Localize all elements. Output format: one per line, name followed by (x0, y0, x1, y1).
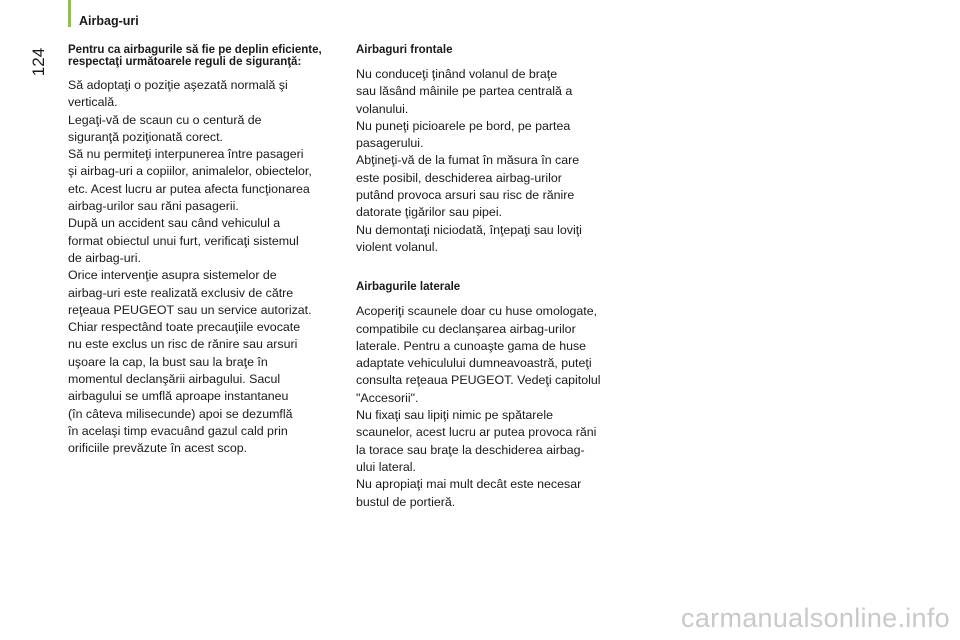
safety-rules-line: (în câteva milisecunde) apoi se dezumflă (68, 406, 293, 421)
safety-rules-line: siguranţă poziţionată corect. (68, 129, 223, 144)
safety-rules-line: etc. Acest lucru ar putea afecta funcţionarea (68, 181, 310, 196)
section-title: Airbag-uri (79, 14, 139, 28)
side-airbags-body (356, 303, 634, 511)
side-airbags-line: Nu fixaţi sau lipiţi nimic pe spătarele (356, 408, 553, 423)
frontal-airbags-line: Abţineţi-vă de la fumat în măsura în care (356, 153, 580, 168)
side-airbags-line: Nu apropiaţi mai mult decât este necesar (356, 477, 582, 492)
side-airbags-line: consulta reţeaua PEUGEOT. Vedeţi capitolul (356, 373, 601, 388)
left-column (68, 42, 346, 458)
frontal-airbags-line: Nu conduceţi ţinând volanul de braţe (356, 67, 558, 81)
safety-rules-line: reţeaua PEUGEOT sau un service autorizat. (68, 302, 312, 317)
safety-rules-line: de airbag-uri. (68, 250, 142, 265)
right-column (356, 42, 634, 511)
frontal-airbags-line: violent volanul. (356, 239, 438, 254)
frontal-airbags-line: Nu puneţi picioarele pe bord, pe partea (356, 118, 571, 133)
safety-rules-line: verticală. (68, 95, 118, 110)
safety-rules-line: Orice intervenţie asupra sistemelor de (68, 268, 277, 283)
frontal-airbags-line: pasagerului. (356, 136, 424, 151)
safety-rules-line: Chiar respectând toate precauţiile evocate (68, 320, 301, 335)
side-airbags-line: "Accesorii". (356, 390, 419, 405)
section-accent-bar (68, 0, 71, 27)
side-airbags-line: bustul de portieră. (356, 494, 456, 509)
safety-rules-line: Legaţi-vă de scaun cu o centură de (68, 112, 262, 127)
side-airbags-line: la torace sau braţe la deschiderea airbag- (356, 442, 585, 457)
side-airbags-line: compatibile cu declanşarea airbag-urilor (356, 321, 576, 336)
safety-rules-line: uşoare la cap, la bust sau la braţe în (68, 354, 268, 369)
watermark: carmanualsonline.info (681, 603, 950, 633)
frontal-airbags-body (356, 66, 634, 256)
safety-rules-body (68, 77, 346, 458)
safety-rules-line: nu este exclus un risc de rănire sau arsuri (68, 337, 298, 352)
side-airbags-line: scaunelor, acest lucru ar putea provoca răni (356, 425, 597, 440)
frontal-airbags-line: Nu demontaţi niciodată, înţepaţi sau loviţi (356, 222, 582, 237)
frontal-airbags-line: este posibil, deschiderea airbag-urilor (356, 170, 562, 185)
safety-rules-line: airbagului se umflă aproape instantaneu (68, 389, 289, 404)
side-airbags-line: Acoperiţi scaunele doar cu huse omologate, (356, 304, 598, 319)
page-number-text: 124 (29, 47, 48, 77)
frontal-airbags-heading: Airbaguri frontale (356, 44, 453, 56)
side-airbags-line: laterale. Pentru a cunoaşte gama de huse (356, 338, 587, 353)
safety-rules-line: După un accident sau când vehiculul a (68, 216, 281, 231)
side-airbags-line: ului lateral. (356, 459, 416, 474)
frontal-airbags-line: putând provoca arsuri sau risc de rănire (356, 188, 575, 203)
safety-rules-line: şi airbag-uri a copiilor, animalelor, obiectelor, (68, 164, 312, 179)
safety-rules-line: în acelaşi timp evacuând gazul cald prin (68, 423, 288, 438)
safety-rules-line: airbag-urilor sau răni pasagerii. (68, 199, 239, 214)
safety-rules-line: orificiile prevăzute în acest scop. (68, 441, 248, 456)
frontal-airbags-line: volanului. (356, 101, 409, 116)
side-airbags-line: adaptate vehiculului dumneavoastră, puteţi (356, 356, 592, 371)
safety-rules-line: format obiectul unui furt, verificaţi sistemul (68, 233, 299, 248)
safety-rules-intro: Pentru ca airbagurile să fie pe deplin eficiente, respectaţi următoarele reguli de siguranţă: (68, 44, 322, 68)
safety-rules-line: momentul declanşării airbagului. Sacul (68, 372, 281, 387)
frontal-airbags-line: datorate ţigărilor sau pipei. (356, 205, 503, 220)
side-airbags-heading: Airbagurile laterale (356, 281, 461, 294)
safety-rules-line: Să nu permiteţi interpunerea între pasageri (68, 147, 304, 162)
frontal-airbags-line: sau lăsând mâinile pe partea centrală a (356, 84, 573, 99)
page-number (24, 42, 54, 82)
safety-rules-line: Să adoptaţi o poziţie aşezată normală şi (68, 78, 288, 92)
safety-rules-line: airbag-uri este realizată exclusiv de către (68, 285, 294, 300)
